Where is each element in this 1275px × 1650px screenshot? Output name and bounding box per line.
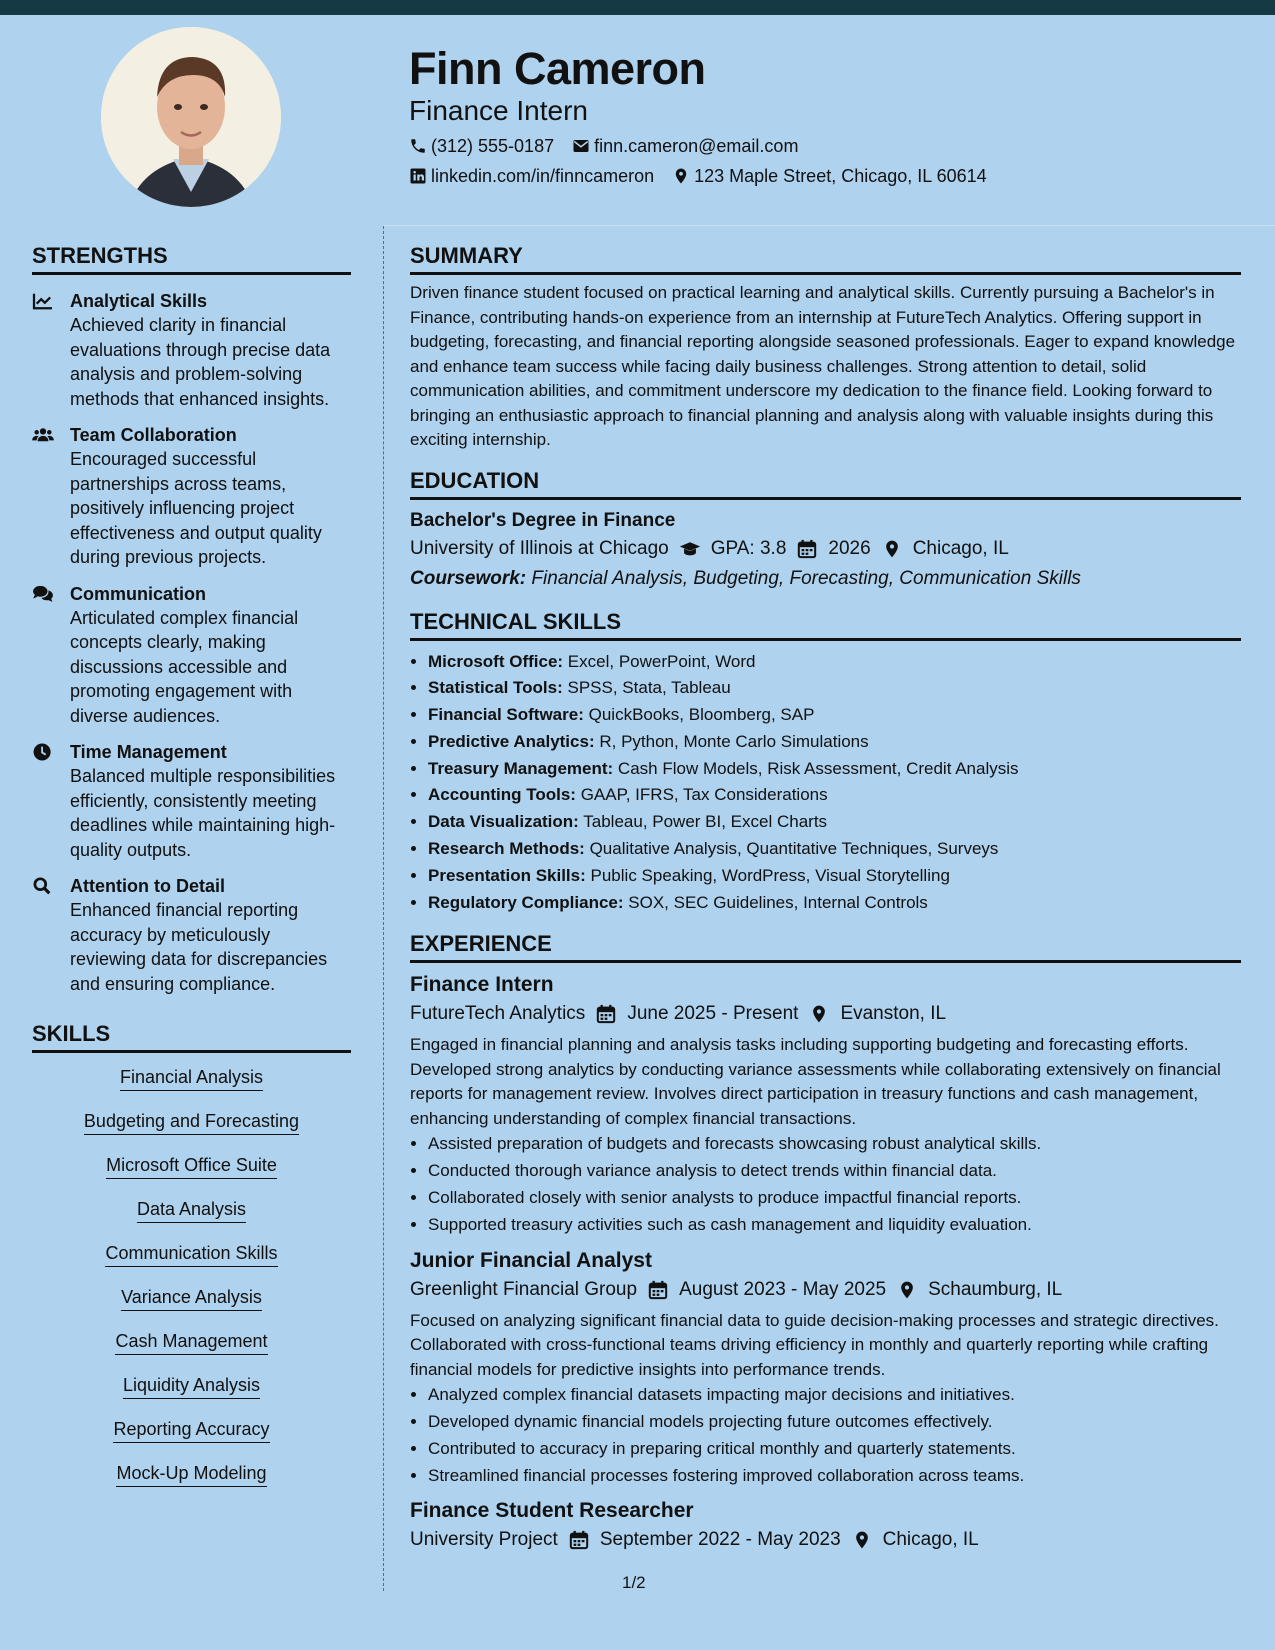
job-description: Focused on analyzing significant financial data to guide decision-making processes and strategic directives. Collaborated with cross-functional teams driving efficiency in monthly and quarterly reporting while crafting financial models for predictive insights into performance trends. [410, 1310, 1219, 1379]
strength-item [32, 582, 351, 729]
job-location: Schaumburg, IL [928, 1278, 1063, 1300]
strength-item [32, 423, 351, 570]
job-meta [410, 1525, 1241, 1555]
candidate-title: Finance Intern [409, 95, 588, 126]
strength-description: Encouraged successful partnerships across teams, positively influencing project effectiveness and output quality during previous projects. [70, 449, 322, 567]
list-item: • Presentation Skills: Public Speaking, WordPress, Visual Storytelling [428, 863, 1241, 890]
email-link[interactable]: finn.cameron@email.com [594, 136, 799, 156]
strength-title: Attention to Detail [70, 876, 225, 896]
strength-item [32, 289, 351, 411]
search-icon [32, 877, 54, 895]
strength-description: Achieved clarity in financial evaluations through precise data analysis and problem-solving methods that enhanced insights. [70, 315, 331, 409]
education-heading: EDUCATION [410, 467, 1241, 500]
coursework-list: Financial Analysis, Budgeting, Forecasting, Communication Skills [531, 567, 1081, 589]
list-item: • Streamlined financial processes fostering improved collaboration across teams. [428, 1463, 1241, 1490]
strength-item [32, 874, 351, 996]
list-item: • Research Methods: Qualitative Analysis, Quantitative Techniques, Surveys [428, 836, 1241, 863]
address: 123 Maple Street, Chicago, IL 60614 [694, 166, 987, 186]
job-bullets [410, 1382, 1241, 1489]
list-item: • Collaborated closely with senior analysts to produce impactful financial reports. [428, 1185, 1241, 1212]
job-title: Junior Financial Analyst [410, 1248, 652, 1272]
list-item: • Regulatory Compliance: SOX, SEC Guidelines, Internal Controls [428, 890, 1241, 917]
phone-number[interactable]: (312) 555-0187 [431, 136, 555, 156]
gpa: GPA: 3.8 [710, 537, 787, 559]
company-name: University Project [410, 1529, 558, 1551]
technical-skills-heading: TECHNICAL SKILLS [410, 608, 1241, 641]
skill-tag: Financial Analysis [120, 1065, 263, 1091]
company-name: Greenlight Financial Group [410, 1278, 638, 1300]
map-pin-icon [672, 167, 690, 185]
school-name: University of Illinois at Chicago [410, 537, 669, 559]
strengths-heading: STRENGTHS [32, 242, 351, 275]
map-pin-icon [896, 1280, 918, 1300]
list-item: • Statistical Tools: SPSS, Stata, Tableau [428, 675, 1241, 702]
job-entry [410, 1497, 1241, 1555]
header-divider [383, 225, 1275, 226]
skill-tag: Communication Skills [105, 1241, 277, 1267]
candidate-name: Finn Cameron [409, 43, 706, 94]
chart-line-icon [32, 292, 54, 310]
linkedin-icon [409, 167, 427, 185]
resume-header [409, 42, 1249, 188]
list-item: • Predictive Analytics: R, Python, Monte Carlo Simulations [428, 729, 1241, 756]
job-bullets [410, 1131, 1241, 1238]
strength-title: Time Management [70, 742, 227, 762]
strength-title: Communication [70, 583, 207, 604]
map-pin-icon [881, 539, 903, 559]
strength-description: Articulated complex financial concepts clearly, making discussions accessible and promoting engagement with diverse audiences. [70, 607, 299, 726]
skill-tag: Data Analysis [137, 1197, 246, 1223]
skill-tag: Budgeting and Forecasting [84, 1109, 299, 1135]
technical-skills-list [410, 649, 1241, 917]
job-entry [410, 1247, 1241, 1490]
skill-tag: Cash Management [115, 1329, 267, 1355]
clock-icon [32, 743, 54, 761]
skill-tag: Liquidity Analysis [123, 1373, 260, 1399]
education-meta [410, 534, 1241, 564]
list-item: • Treasury Management: Cash Flow Models, Risk Assessment, Credit Analysis [428, 756, 1241, 783]
top-bar [0, 0, 1275, 15]
profile-photo [101, 27, 281, 207]
degree-title: Bachelor's Degree in Finance [410, 509, 676, 531]
coursework [410, 564, 1241, 594]
users-icon [32, 426, 54, 444]
list-item: • Assisted preparation of budgets and forecasts showcasing robust analytical skills. [428, 1131, 1241, 1158]
list-item: • Developed dynamic financial models projecting future outcomes effectively. [428, 1409, 1241, 1436]
strength-description: Balanced multiple responsibilities efficiently, consistently meeting deadlines while maintaining high-quality outputs. [70, 766, 336, 860]
job-description: Engaged in financial planning and analysis tasks including supporting budgeting and forecasting efforts. Developed strong analytics by conducting variance assessments while collaborating extensively on financial reports for management review. Involves direct participation in treasury functions and cash management, enhancing understanding of complex financial transactions. [410, 1035, 1221, 1128]
skill-tag: Mock-Up Modeling [116, 1461, 266, 1487]
map-pin-icon [851, 1530, 873, 1550]
job-entry [410, 971, 1241, 1238]
left-column [32, 242, 351, 1505]
skill-tag: Variance Analysis [121, 1285, 262, 1311]
list-item: • Contributed to accuracy in preparing critical monthly and quarterly statements. [428, 1436, 1241, 1463]
list-item: • Microsoft Office: Excel, PowerPoint, Word [428, 649, 1241, 676]
list-item: • Accounting Tools: GAAP, IFRS, Tax Considerations [428, 782, 1241, 809]
calendar-icon [595, 1004, 617, 1024]
job-meta [410, 999, 1241, 1029]
map-pin-icon [808, 1004, 830, 1024]
column-divider [383, 226, 384, 1591]
job-dates: September 2022 - May 2023 [599, 1529, 841, 1551]
envelope-icon [572, 137, 590, 155]
list-item: • Analyzed complex financial datasets impacting major decisions and initiatives. [428, 1382, 1241, 1409]
calendar-icon [568, 1530, 590, 1550]
comments-icon [32, 585, 54, 603]
job-title: Finance Intern [410, 973, 554, 997]
list-item: • Conducted thorough variance analysis to detect trends within financial data. [428, 1158, 1241, 1185]
page-indicator: 1/2 [622, 1573, 646, 1592]
job-title: Finance Student Researcher [410, 1499, 694, 1523]
experience-heading: EXPERIENCE [410, 930, 1241, 963]
job-location: Chicago, IL [882, 1529, 979, 1551]
job-meta [410, 1275, 1241, 1305]
graduation-cap-icon [679, 539, 701, 559]
strength-title: Team Collaboration [70, 425, 237, 445]
skills-list [32, 1065, 351, 1487]
strength-description: Enhanced financial reporting accuracy by meticulously reviewing data for discrepancies and ensuring compliance. [70, 900, 328, 994]
skill-tag: Reporting Accuracy [113, 1417, 269, 1443]
job-location: Evanston, IL [840, 1003, 947, 1025]
graduation-year: 2026 [828, 537, 871, 559]
job-dates: June 2025 - Present [627, 1003, 799, 1025]
strength-item [32, 740, 351, 862]
school-location: Chicago, IL [912, 537, 1009, 559]
company-name: FutureTech Analytics [410, 1003, 586, 1025]
list-item: • Financial Software: QuickBooks, Bloomberg, SAP [428, 702, 1241, 729]
list-item: • Data Visualization: Tableau, Power BI, Excel Charts [428, 809, 1241, 836]
phone-icon [409, 137, 427, 155]
summary-text: Driven finance student focused on practical learning and analytical skills. Currently pursuing a Bachelor's in Finance, contributing hands-on experience from an internship at FutureTech Analytics. Offering support in budgeting, forecasting, and financial reporting alongside seasoned professionals. Eager to expand knowledge and enhance team success while facing daily business challenges. Strong attention to detail, solid communication abilities, and commitment underscore my dedication to the finance field. Looking forward to bringing an enthusiastic approach to financial planning and analysis along with valuable insights during this exciting internship. [410, 283, 1236, 449]
summary-heading: SUMMARY [410, 242, 1241, 275]
list-item: • Supported treasury activities such as cash management and liquidity evaluation. [428, 1212, 1241, 1239]
skill-tag: Microsoft Office Suite [106, 1153, 277, 1179]
skills-heading: SKILLS [32, 1020, 351, 1053]
coursework-label: Coursework: [410, 567, 527, 589]
calendar-icon [796, 539, 818, 559]
right-column [410, 242, 1241, 1555]
job-dates: August 2023 - May 2025 [679, 1278, 887, 1300]
linkedin-link[interactable]: linkedin.com/in/finncameron [431, 166, 655, 186]
calendar-icon [647, 1280, 669, 1300]
strength-title: Analytical Skills [70, 291, 208, 311]
